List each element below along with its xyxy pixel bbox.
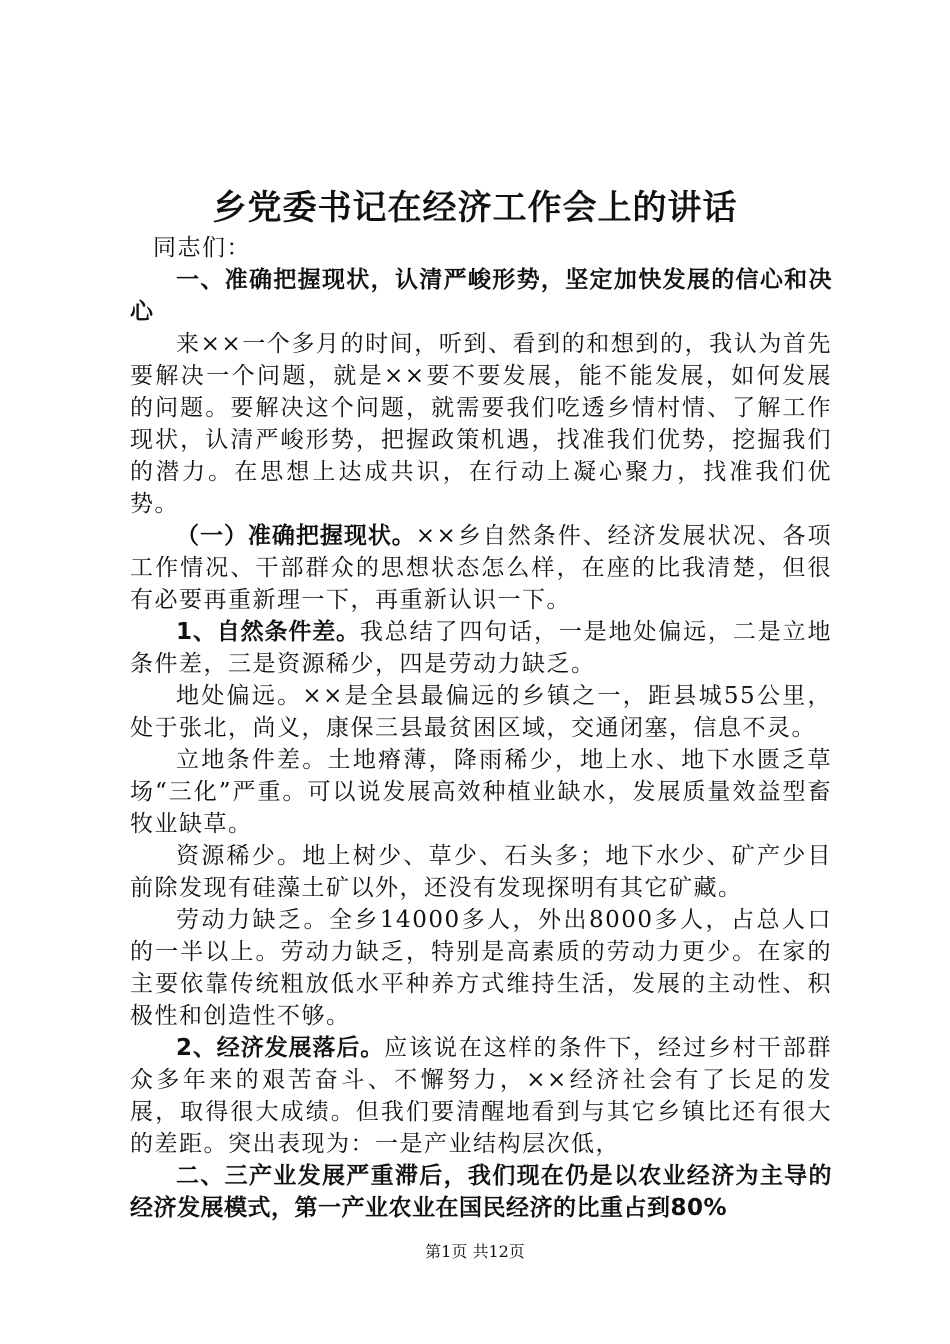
subsection-1 [130, 520, 832, 616]
resources-paragraph: 资源稀少。地上树少、草少、石头多；地下水少、矿产少目前除发现有硅藻土矿以外，还没有发现探明有其它矿藏。 [130, 843, 832, 901]
point-2-text: 应该说在这样的条件下，经过乡村干部群众多年来的艰苦奋斗、不懈努力，××经济社会有了长足的发展，取得很大成绩。但我们要清醒地看到与其它乡镇比还有很大的差距。突出表现为：一是产业结构层次低， [130, 1035, 832, 1157]
remote-paragraph: 地处偏远。××是全县最偏远的乡镇之一，距县城55公里，处于张北，尚义，康保三县最贫困区域，交通闭塞，信息不灵。 [130, 683, 832, 741]
document-title: 乡党委书记在经济工作会上的讲话 [212, 188, 738, 228]
section-heading-1: 一、准确把握现状，认清严峻形势，坚定加快发展的信心和决心 [130, 267, 832, 325]
greeting: 同志们： [153, 235, 251, 261]
page-footer: 第1页 共12页 [425, 1242, 525, 1261]
point-2 [130, 1032, 832, 1160]
closing-bold-paragraph: 二、三产业发展严重滞后，我们现在仍是以农业经济为主导的经济发展模式，第一产业农业在国民经济的比重占到80% [130, 1163, 832, 1221]
intro-paragraph: 来××一个多月的时间，听到、看到的和想到的，我认为首先要解决一个问题，就是××要不要发展，能不能发展，如何发展的问题。要解决这个问题，就需要我们吃透乡情村情、了解工作现状，认清严峻形势，把握政策机遇，找准我们优势，挖掘我们的潜力。在思想上达成共识，在行动上凝心聚力，找准我们优势。 [130, 331, 832, 517]
site-conditions-paragraph: 立地条件差。土地瘠薄，降雨稀少，地上水、地下水匮乏草场“三化”严重。可以说发展高效种植业缺水，发展质量效益型畜牧业缺草。 [130, 747, 832, 837]
point-2-heading: 2、经济发展落后。 [176, 1035, 385, 1061]
subsection-1-heading: （一）准确把握现状。 [176, 523, 416, 549]
document-body [130, 232, 832, 1224]
subsection-1-text: ××乡自然条件、经济发展状况、各项工作情况、干部群众的思想状态怎么样，在座的比我清楚，但很有必要再重新理一下，再重新认识一下。 [130, 523, 832, 613]
point-1-text: 我总结了四句话，一是地处偏远，二是立地条件差，三是资源稀少，四是劳动力缺乏。 [130, 619, 832, 677]
point-1 [130, 616, 832, 680]
point-1-heading: 1、自然条件差。 [176, 619, 360, 645]
labor-paragraph: 劳动力缺乏。全乡14000多人，外出8000多人，占总人口的一半以上。劳动力缺乏，特别是高素质的劳动力更少。在家的主要依靠传统粗放低水平种养方式维持生活，发展的主动性、积极性和创造性不够。 [130, 907, 832, 1029]
